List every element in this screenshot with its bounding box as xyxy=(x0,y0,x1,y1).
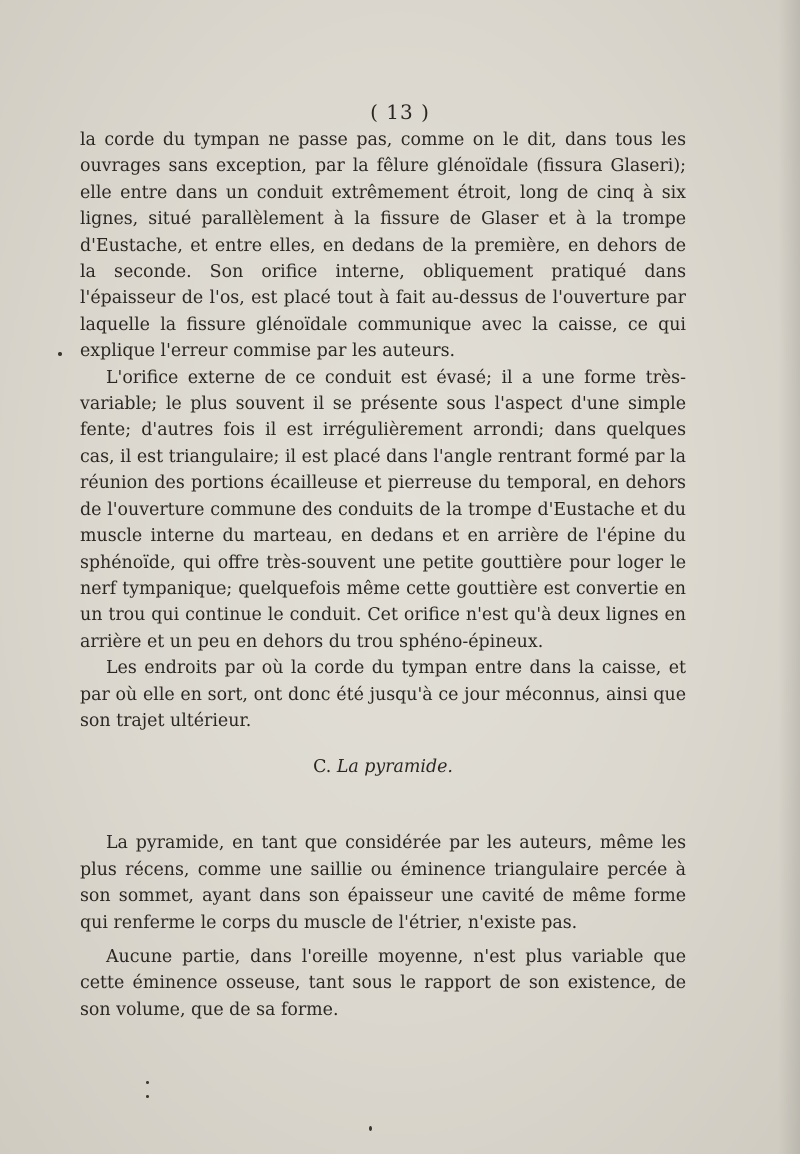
section-letter: C. xyxy=(313,757,332,778)
paragraph: La pyramide, en tant que considérée par les auteurs, même les plus récens, comme une saillie ou éminence triangulaire percée à son sommet, ayant dans son épaisseur une cavité de même forme qui renferme le corps du muscle de l'étrier, n'existe pas. xyxy=(80,833,686,933)
paragraph: Aucune partie, dans l'oreille moyenne, n'est plus variable que cette éminence osseuse, tant sous le rapport de son existence, de son volume, que de sa forme. xyxy=(80,946,686,1020)
paragraph: L'orifice externe de ce conduit est évasé; il a une forme très-variable; le plus souvent il se présente sous l'aspect d'une simple fente; d'autres fois il est irrégulièrement arrondi; dans quelques cas, il est triangulaire; il est placé dans l'angle rentrant formé par la réunion des portions écailleuse et pierreuse du temporal, en dehors de l'ouverture commune des conduits de la trompe d'Eustache et du muscle interne du marteau, en dedans et en arrière de l'épine du sphénoïde, qui offre très-souvent une petite gouttière pour loger le nerf tympanique; quelquefois même cette gouttière est convertie en un trou qui continue le conduit. Cet orifice n'est qu'à deux lignes en arrière et un peu en dehors du trou sphéno-épineux. xyxy=(80,367,686,652)
paragraph: Les endroits par où la corde du tympan entre dans la caisse, et par où elle en sort, ont donc été jusqu'à ce jour méconnus, ainsi que son trajet ultérieur. xyxy=(80,658,686,731)
page-number: ( 13 ) xyxy=(370,100,430,124)
ink-speck xyxy=(146,1095,149,1098)
ink-speck xyxy=(369,1126,372,1131)
ink-speck xyxy=(146,1081,149,1084)
ink-speck xyxy=(58,352,62,356)
section-title: La pyramide. xyxy=(336,757,453,778)
page-body xyxy=(80,127,686,1023)
page-edge-shadow xyxy=(778,0,800,1154)
paragraph-gap xyxy=(80,936,686,944)
paragraph-continued: la corde du tympan ne passe pas, comme on le dit, dans tous les ouvrages sans exception, par la fêlure glénoïdale (fissura Glaseri); elle entre dans un conduit extrêmement étroit, long de cinq à six lignes, situé parallèlement à la fissure de Glaser et à la trompe d'Eustache, et entre elles, en dedans de la première, en dehors de la seconde. Son orifice interne, obliquement pratiqué dans l'épaisseur de l'os, est placé tout à fait au-dessus de l'ouverture par laquelle la fissure glénoïdale communique avec la caisse, ce qui explique l'erreur commise par les auteurs. xyxy=(80,130,686,362)
section-heading xyxy=(80,734,686,820)
